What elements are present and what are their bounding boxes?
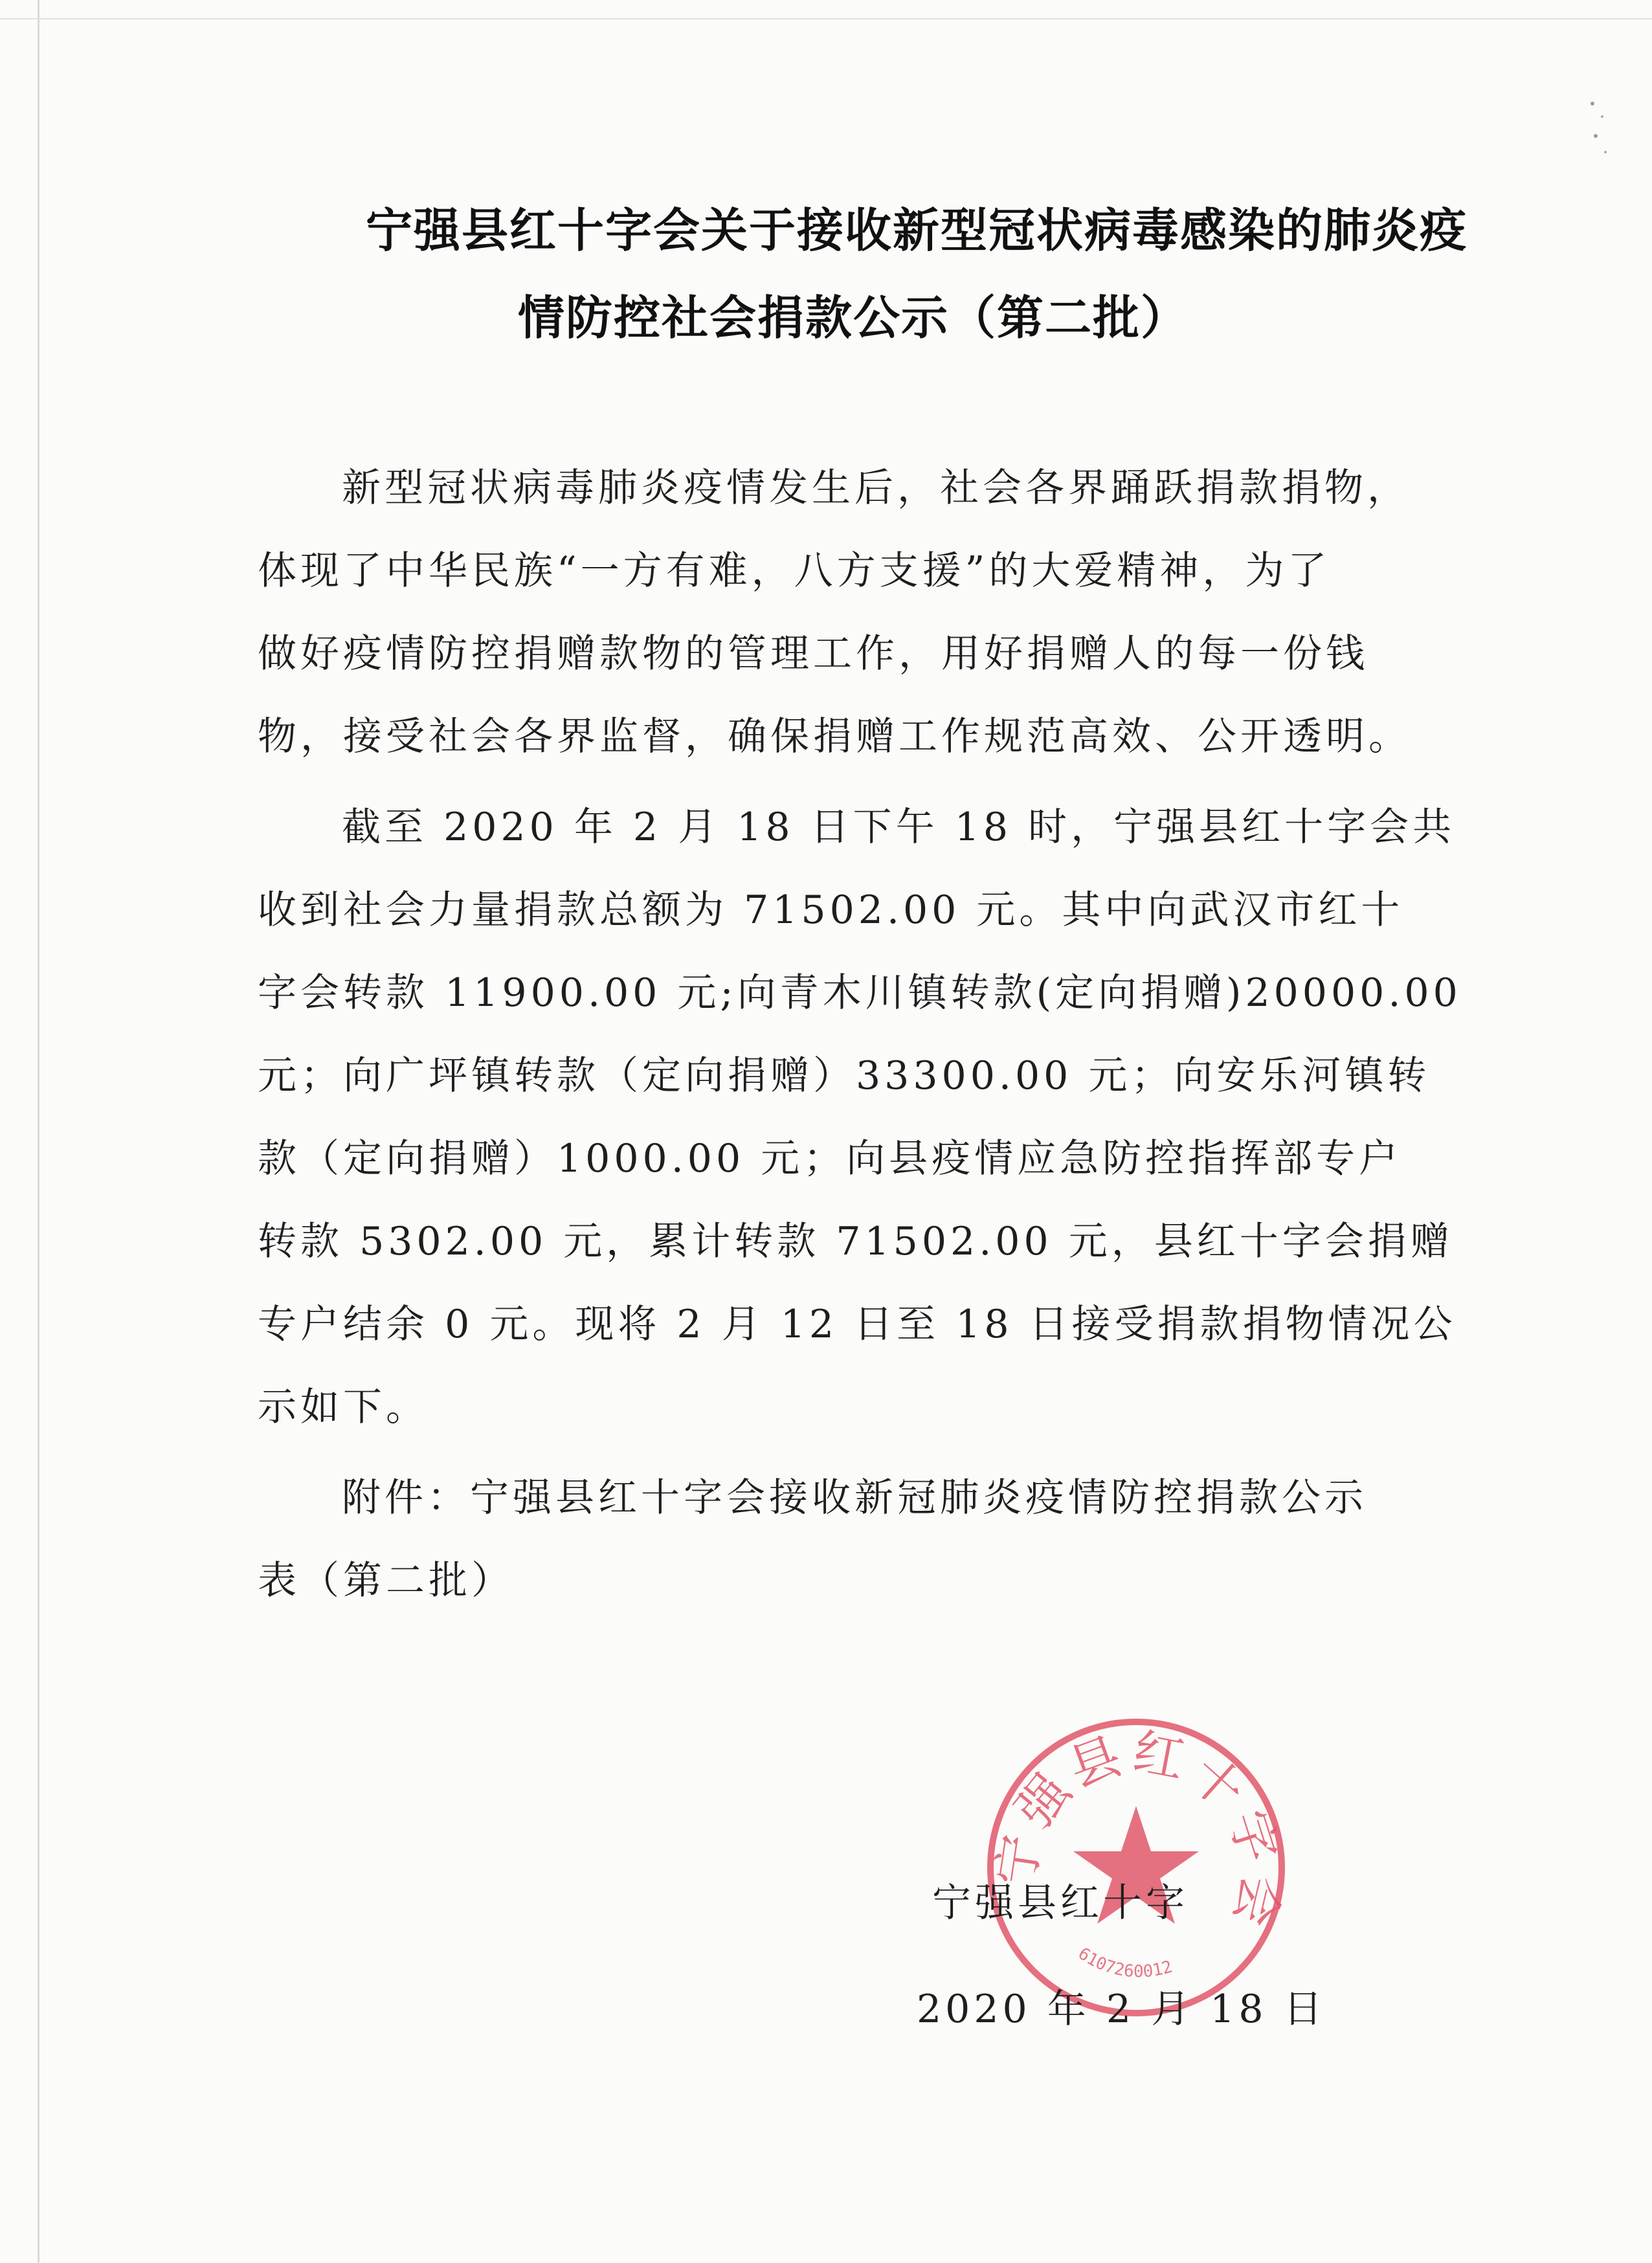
paragraph2-line: 元；向广坪镇转款（定向捐赠）33300.00 元；向安乐河镇转 (258, 1053, 1431, 1098)
doc-title-line-1: 宁强县红十字会关于接收新型冠状病毒感染的肺炎疫 (366, 203, 1468, 258)
attachment-line: 表（第二批） (258, 1558, 514, 1603)
paragraph2-line: 转款 5302.00 元，累计转款 71502.00 元，县红十字会捐赠 (258, 1219, 1453, 1264)
signature-org: 宁强县红十字 (932, 1880, 1189, 1926)
scan-edge (0, 18, 1652, 19)
doc-title-line-2: 情防控社会捐款公示（第二批） (518, 290, 1189, 345)
attachment-line: 附件：宁强县红十字会接收新冠肺炎疫情防控捐款公示 (342, 1475, 1367, 1521)
paragraph1-line: 体现了中华民族“一方有难，八方支援”的大爱精神，为了 (258, 548, 1331, 594)
paragraph2-line: 专户结余 0 元。现将 2 月 12 日至 18 日接受捐款捐物情况公 (258, 1302, 1457, 1347)
paragraph2-line: 截至 2020 年 2 月 18 日下午 18 时，宁强县红十字会共 (342, 805, 1456, 850)
paragraph2-line: 款（定向捐赠）1000.00 元；向县疫情应急防控指挥部专户 (258, 1136, 1402, 1181)
paragraph2-line: 字会转款 11900.00 元;向青木川镇转款(定向捐赠)20000.00 (258, 970, 1462, 1016)
paragraph2-line: 收到社会力量捐款总额为 71502.00 元。其中向武汉市红十 (258, 887, 1404, 933)
svg-text:6107260012 (1075, 1944, 1175, 1981)
seal-text: 宁强县红十字会 (987, 1722, 1291, 1937)
scan-edge (38, 0, 39, 2263)
paragraph1-line: 新型冠状病毒肺炎疫情发生后，社会各界踊跃捐款捐物， (342, 465, 1410, 511)
paragraph1-line: 物，接受社会各界监督，确保捐赠工作规范高效、公开透明。 (258, 714, 1411, 759)
seal-serial: 6107260012 (1074, 1944, 1175, 1982)
paragraph2-line: 示如下。 (258, 1385, 429, 1430)
scan-specks (1579, 91, 1618, 162)
paragraph1-line: 做好疫情防控捐赠款物的管理工作，用好捐赠人的每一份钱 (258, 631, 1368, 676)
red-cross-seal (977, 1709, 1295, 2026)
signature-date: 2020 年 2 月 18 日 (917, 1987, 1326, 2032)
